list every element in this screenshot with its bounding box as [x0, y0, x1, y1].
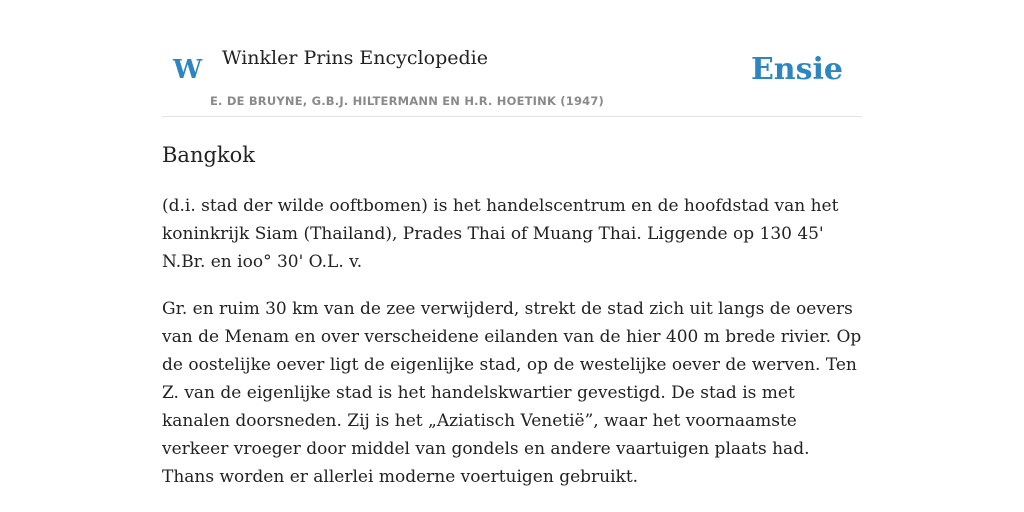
- page: [162, 0, 862, 487]
- publication-title[interactable]: Winkler Prins Encyclopedie: [222, 47, 488, 69]
- publication-authors: E. DE BRUYNE, G.B.J. HILTERMANN EN H.R. HOETINK (1947): [210, 94, 605, 108]
- header: [162, 0, 862, 117]
- ensie-brand-logo[interactable]: Ensie: [750, 52, 843, 87]
- article-body: [162, 192, 862, 510]
- publication-logo[interactable]: W: [173, 55, 203, 85]
- article-title: Bangkok: [162, 143, 256, 167]
- article-paragraph: (d.i. stad der wilde ooftbomen) is het handelscentrum en de hoofdstad van het koninkrijk Siam (Thailand), Prades Thai of Muang Thai. Liggende op 130 45' N.Br. en ioo° 30' O.L. v.: [162, 196, 839, 272]
- article-paragraph: Gr. en ruim 30 km van de zee verwijderd, strekt de stad zich uit langs de oevers van de Menam en over verscheidene eilanden van de hier 400 m brede rivier. Op de oostelijke oever ligt de eigenlijke stad, op de westelijke oever de werven. Ten Z. van de eigenlijke stad is het handelskwartier gevestigd. De stad is met kanalen doorsneden. Zij is het „Aziatisch Venetië”, waar het voornaamste verkeer vroeger door middel van gondels en andere vaartuigen plaats had. Thans worden er allerlei moderne voertuigen gebruikt.: [162, 299, 862, 487]
